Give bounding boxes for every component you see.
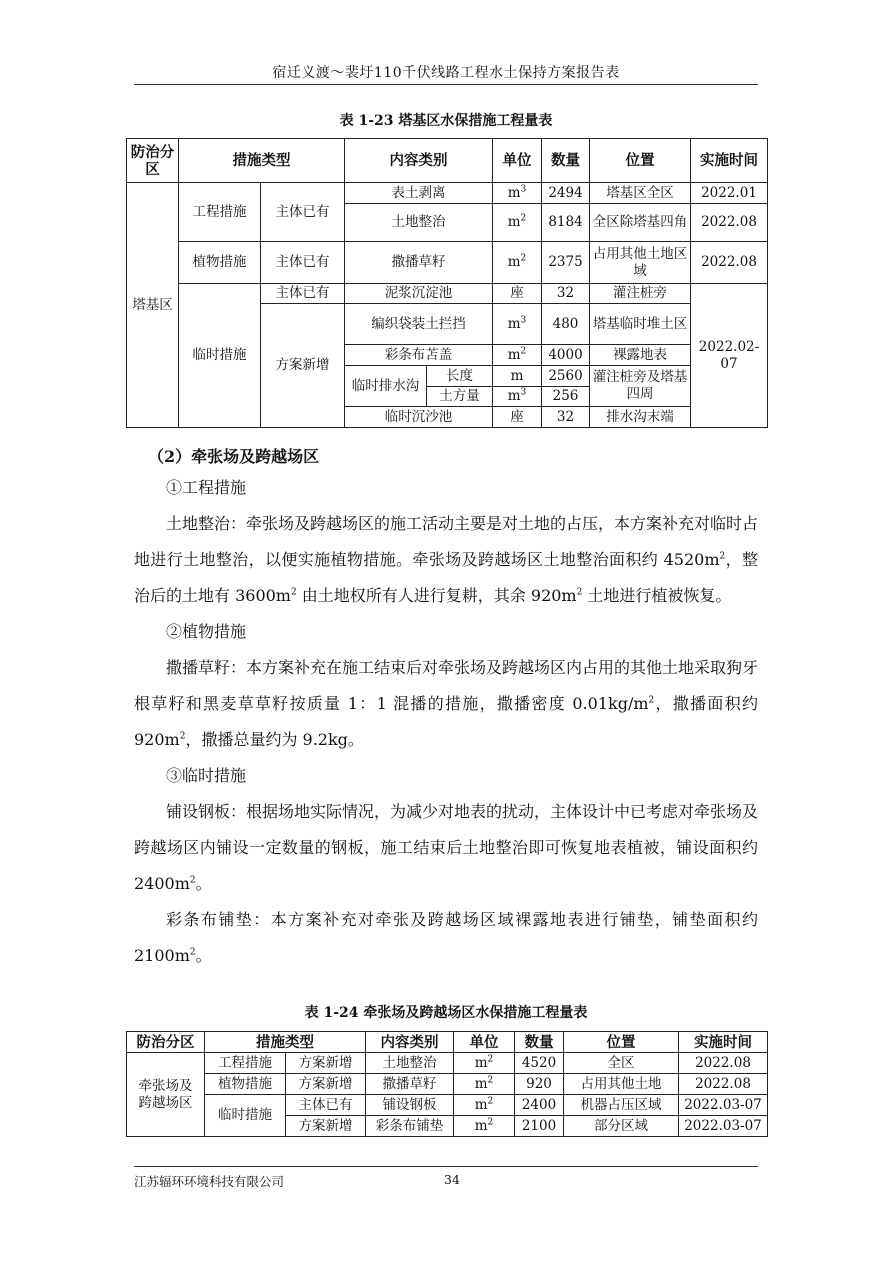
t1-r2-unit: $m^2$	[493, 204, 542, 242]
t2-temp-cat: 临时措施	[205, 1095, 286, 1137]
t2-r1-time: 2022.08	[679, 1053, 768, 1074]
t1-r8-sub: 土方量	[427, 387, 493, 407]
t1-r2-loc: 全区除塔基四角	[590, 204, 691, 242]
t1-r1-qty: 2494	[542, 183, 590, 204]
para-grass-seeding: 撒播草籽：本方案补充在施工结束后对牵张场及跨越场区内占用的其他土地采取狗牙根草籽和黑麦草草籽按质量 1：1 混播的措施，撒播密度 $0.01kg/m^2$，撒播面积约 $920m^2$，撒播总量约为 9.2kg。	[134, 658, 759, 749]
page-number: 34	[444, 1172, 460, 1187]
t1-r4-qty: 32	[542, 284, 590, 304]
t2-r4-loc: 部分区域	[564, 1116, 679, 1137]
t1-r2-content: 土地整治	[345, 204, 493, 242]
t1-r1-content: 表土剥离	[345, 183, 493, 204]
t1-src-main-temp: 主体已有	[261, 284, 345, 304]
t1-r5-qty: 480	[542, 304, 590, 345]
table1-caption: 表 1-23 塔基区水保措施工程量表	[339, 113, 553, 129]
t2-zone-cell: 牵张场及跨越场区	[127, 1053, 205, 1137]
t1-hdr-loc: 位置	[590, 139, 691, 183]
t1-r3-content: 撒播草籽	[345, 242, 493, 284]
table1	[126, 138, 768, 428]
sub-heading-temporary: ③临时措施	[166, 766, 247, 785]
section2-body	[134, 470, 758, 974]
footer-company: 江苏辐环环境科技有限公司	[134, 1174, 285, 1189]
table-row	[127, 1074, 768, 1095]
header-divider	[134, 84, 758, 85]
page-header-title: 宿迁义渡～裴圩110千伏线路工程水土保持方案报告表	[272, 65, 620, 81]
t2-hdr-content: 内容类别	[366, 1032, 454, 1053]
t1-r7-sub: 长度	[427, 366, 493, 387]
section2-heading: （2）牵张场及跨越场区	[148, 447, 320, 466]
t1-r6-qty: 4000	[542, 345, 590, 366]
t2-hdr-zone: 防治分区	[127, 1032, 205, 1053]
t2-r2-time: 2022.08	[679, 1074, 768, 1095]
t1-r7-unit: m	[493, 366, 542, 387]
t2-r1-cat: 工程措施	[205, 1053, 286, 1074]
t2-r3-unit: $m^2$	[454, 1095, 515, 1116]
t1-r7-qty: 2560	[542, 366, 590, 387]
t2-r2-loc: 占用其他土地	[564, 1074, 679, 1095]
t1-r5-loc: 塔基临时堆土区	[590, 304, 691, 345]
t1-cat-plant: 植物措施	[179, 242, 261, 284]
t1-r5-content: 编织袋装土拦挡	[345, 304, 493, 345]
t1-temp-time: 2022.02-07	[691, 284, 768, 428]
t2-r4-content: 彩条布铺垫	[366, 1116, 454, 1137]
t2-r2-cat: 植物措施	[205, 1074, 286, 1095]
t2-r3-loc: 机器占压区域	[564, 1095, 679, 1116]
t1-r9-qty: 32	[542, 407, 590, 428]
t1-r6-content: 彩条布苫盖	[345, 345, 493, 366]
footer-divider	[134, 1166, 758, 1167]
t1-r3-loc: 占用其他土地区域	[590, 242, 691, 284]
t1-cat-engineering: 工程措施	[179, 183, 261, 242]
table-row	[127, 183, 768, 204]
t2-hdr-time: 实施时间	[679, 1032, 768, 1053]
table-row	[127, 284, 768, 304]
t2-r1-loc: 全区	[564, 1053, 679, 1074]
t1-r8-unit: $m^3$	[493, 387, 542, 407]
t1-r4-content: 泥浆沉淀池	[345, 284, 493, 304]
t1-r9-unit: 座	[493, 407, 542, 428]
para-land-remediation: 土地整治：牵张场及跨越场区的施工活动主要是对土地的占压，本方案补充对临时占地进行土地整治，以便实施植物措施。牵张场及跨越场区土地整治面积约 $4520m^2$，整治后的土地有 $3600m^2$ 由土地权所有人进行复耕，其余 $920m^2$ 土地进行植被恢复。	[134, 514, 759, 605]
t2-r3-qty: 2400	[515, 1095, 564, 1116]
t1-r8-qty: 256	[542, 387, 590, 407]
t1-hdr-qty: 数量	[542, 139, 590, 183]
t1-hdr-measure-type: 措施类型	[179, 139, 345, 183]
t1-r9-loc: 排水沟末端	[590, 407, 691, 428]
t1-r1-loc: 塔基区全区	[590, 183, 691, 204]
t1-r6-unit: $m^2$	[493, 345, 542, 366]
sub-heading-engineering: ①工程措施	[166, 478, 247, 497]
table-row	[127, 1095, 768, 1116]
t1-src-main-eng: 主体已有	[261, 183, 345, 242]
t1-hdr-zone: 防治分区	[127, 139, 179, 183]
para-steel-plate: 铺设钢板：根据场地实际情况，为减少对地表的扰动，主体设计中已考虑对牵张场及跨越场区内铺设一定数量的钢板，施工结束后土地整治即可恢复地表植被，铺设面积约 $2400m^2$。	[134, 802, 759, 893]
t2-hdr-unit: 单位	[454, 1032, 515, 1053]
t1-hdr-time: 实施时间	[691, 139, 768, 183]
t2-r4-unit: $m^2$	[454, 1116, 515, 1137]
t2-r2-unit: $m^2$	[454, 1074, 515, 1095]
t2-r4-qty: 2100	[515, 1116, 564, 1137]
t1-r6-loc: 裸露地表	[590, 345, 691, 366]
t1-r1-time: 2022.01	[691, 183, 768, 204]
t2-r2-qty: 920	[515, 1074, 564, 1095]
t2-hdr-qty: 数量	[515, 1032, 564, 1053]
table-row	[127, 242, 768, 284]
table1-header-row	[127, 139, 768, 183]
t2-hdr-loc: 位置	[564, 1032, 679, 1053]
t2-r3-time: 2022.03-07	[679, 1095, 768, 1116]
t2-r2-src: 方案新增	[286, 1074, 366, 1095]
t1-src-new: 方案新增	[261, 304, 345, 428]
t2-r1-content: 土地整治	[366, 1053, 454, 1074]
t2-r1-unit: $m^2$	[454, 1053, 515, 1074]
t1-r4-unit: 座	[493, 284, 542, 304]
t2-r1-qty: 4520	[515, 1053, 564, 1074]
t1-r3-qty: 2375	[542, 242, 590, 284]
t1-r7-content: 临时排水沟	[345, 366, 427, 407]
table-row	[127, 1053, 768, 1074]
t2-r3-src: 主体已有	[286, 1095, 366, 1116]
para-tarp-laying: 彩条布铺垫：本方案补充对牵张及跨越场区域裸露地表进行铺垫，铺垫面积约 $2100m^2$。	[134, 910, 758, 965]
table2-caption: 表 1-24 牵张场及跨越场区水保措施工程量表	[304, 1005, 588, 1021]
t1-r2-time: 2022.08	[691, 204, 768, 242]
t1-r9-content: 临时沉沙池	[345, 407, 493, 428]
t1-hdr-unit: 单位	[493, 139, 542, 183]
t1-src-main-plant: 主体已有	[261, 242, 345, 284]
t2-hdr-measure-type: 措施类型	[205, 1032, 366, 1053]
t1-r2-qty: 8184	[542, 204, 590, 242]
sub-heading-plant: ②植物措施	[166, 622, 247, 641]
t1-r78-loc: 灌注桩旁及塔基四周	[590, 366, 691, 407]
table2-header-row	[127, 1032, 768, 1053]
t2-r3-content: 铺设钢板	[366, 1095, 454, 1116]
t2-r4-time: 2022.03-07	[679, 1116, 768, 1137]
t1-hdr-content: 内容类别	[345, 139, 493, 183]
t1-r1-unit: $m^3$	[493, 183, 542, 204]
t1-r3-time: 2022.08	[691, 242, 768, 284]
t1-r5-unit: $m^3$	[493, 304, 542, 345]
t1-r4-loc: 灌注桩旁	[590, 284, 691, 304]
t1-r3-unit: $m^2$	[493, 242, 542, 284]
t1-cat-temporary: 临时措施	[179, 284, 261, 428]
t2-r4-src: 方案新增	[286, 1116, 366, 1137]
t2-r2-content: 撒播草籽	[366, 1074, 454, 1095]
t2-r1-src: 方案新增	[286, 1053, 366, 1074]
t1-zone-cell: 塔基区	[127, 183, 179, 428]
table2	[126, 1031, 768, 1137]
